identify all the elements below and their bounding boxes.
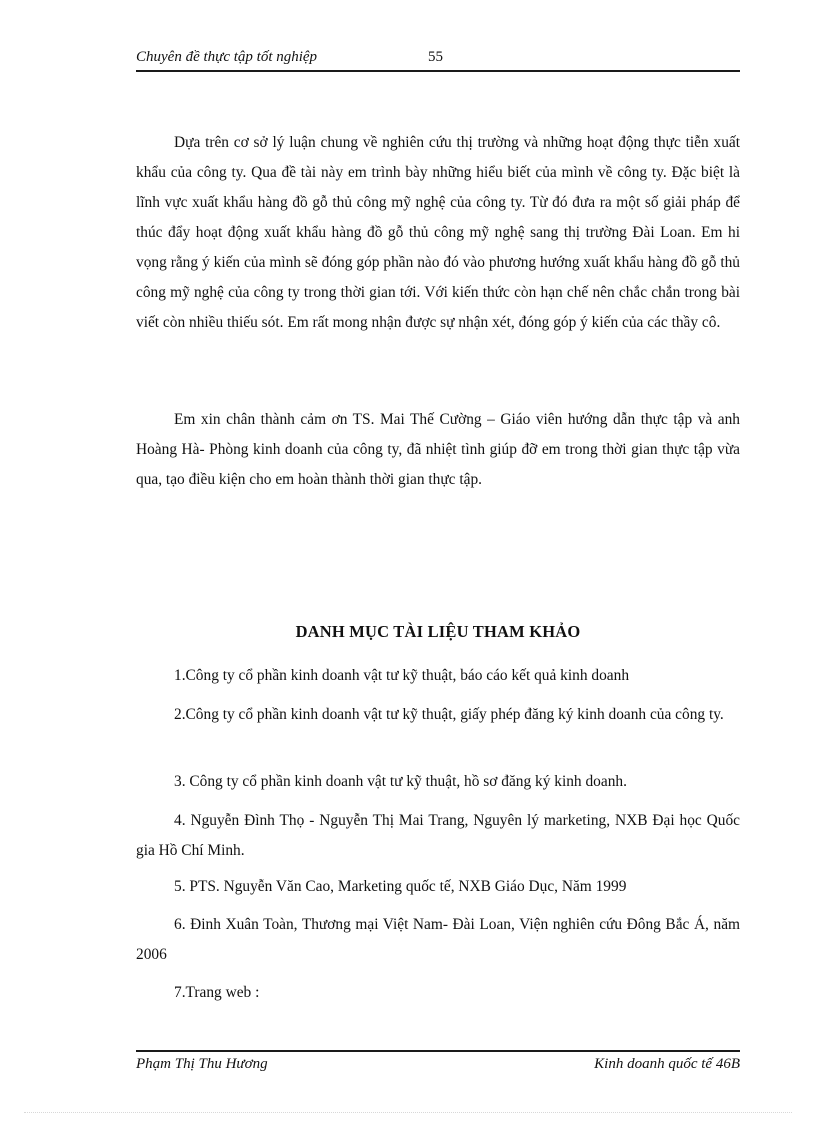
body-paragraph: Em xin chân thành cảm ơn TS. Mai Thế Cường – Giáo viên hướng dẫn thực tập và anh Hoàng Hà- Phòng kinh doanh của công ty, đã nhiệt tình giúp đỡ em trong thời gian thực tập vừa qua, tạo điều kiện cho em hoàn thành thời gian thực tập. bbox=[136, 411, 740, 488]
page-number: 55 bbox=[428, 49, 443, 65]
reference-item: 5. PTS. Nguyễn Văn Cao, Marketing quốc tế, NXB Giáo Dục, Năm 1999 bbox=[174, 878, 627, 895]
reference-item: 4. Nguyễn Đình Thọ - Nguyễn Thị Mai Trang, Nguyên lý marketing, NXB Đại học Quốc gia Hồ Chí Minh. bbox=[136, 812, 740, 859]
reference-item: 6. Đinh Xuân Toàn, Thương mại Việt Nam- Đài Loan, Viện nghiên cứu Đông Bắc Á, năm 2006 bbox=[136, 916, 740, 963]
footer-author: Phạm Thị Thu Hương bbox=[136, 1056, 268, 1072]
body-paragraph: Dựa trên cơ sở lý luận chung về nghiên cứu thị trường và những hoạt động thực tiễn xuất khẩu của công ty. Qua đề tài này em trình bày những hiểu biết của mình về công ty. Đặc biệt là lĩnh vực xuất khẩu hàng đồ gỗ thủ công mỹ nghệ của công ty. Từ đó đưa ra một số giải pháp để thúc đẩy hoạt động xuất khẩu hàng đồ gỗ thủ công mỹ nghệ sang thị trường Đài Loan. Em hi vọng rằng ý kiến của mình sẽ đóng góp phần nào đó vào phương hướng xuất khẩu hàng đồ gỗ thủ công mỹ nghệ của công ty trong thời gian tới. Với kiến thức còn hạn chế nên chắc chắn trong bài viết còn nhiều thiếu sót. Em rất mong nhận được sự nhận xét, đóng góp ý kiến của các thầy cô. bbox=[136, 134, 740, 331]
reference-item: 7.Trang web : bbox=[174, 984, 260, 1001]
reference-item: 3. Công ty cổ phần kinh doanh vật tư kỹ thuật, hồ sơ đăng ký kinh doanh. bbox=[174, 773, 627, 790]
footer-class: Kinh doanh quốc tế 46B bbox=[594, 1056, 740, 1072]
references-heading: DANH MỤC TÀI LIỆU THAM KHẢO bbox=[295, 622, 581, 641]
reference-item: 1.Công ty cổ phần kinh doanh vật tư kỹ thuật, báo cáo kết quả kinh doanh bbox=[174, 667, 630, 684]
reference-item: 2.Công ty cổ phần kinh doanh vật tư kỹ thuật, giấy phép đăng ký kinh doanh của công ty. bbox=[174, 706, 724, 723]
page-edge-divider bbox=[24, 1112, 792, 1113]
page-header bbox=[136, 48, 740, 72]
header-title: Chuyên đề thực tập tốt nghiệp bbox=[136, 49, 318, 65]
page-footer bbox=[136, 1050, 740, 1080]
